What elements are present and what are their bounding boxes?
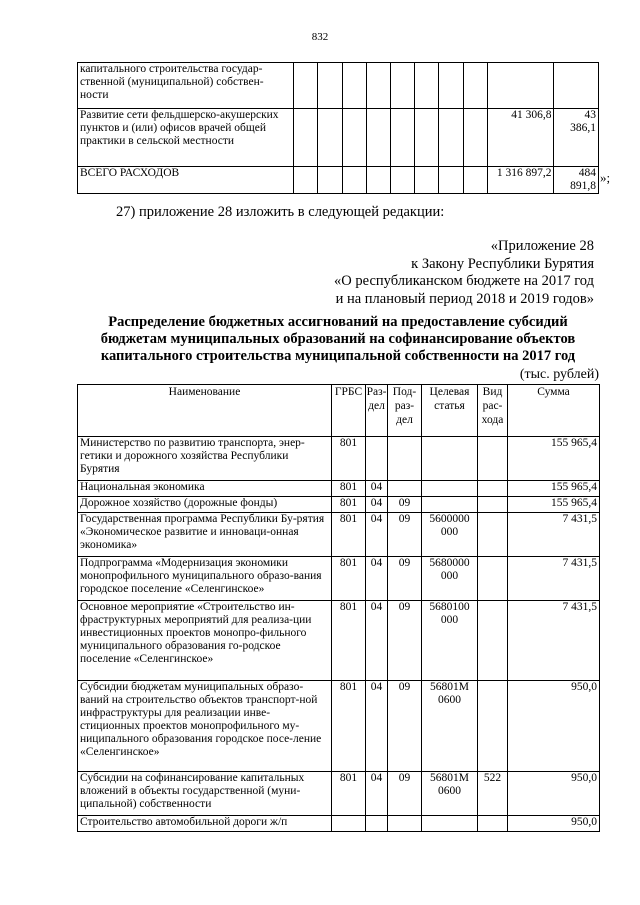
cell-target: 56801М 0600 [422, 681, 478, 772]
cell-razdel: 04 [366, 601, 388, 681]
cell-podrazdel: 09 [388, 513, 422, 557]
closing-quote: »; [600, 170, 611, 185]
cell-grbs: 801 [332, 681, 366, 772]
cell-sum: 7 431,5 [508, 513, 600, 557]
table-row [78, 437, 600, 481]
cell-name: Основное мероприятие «Строительство ин-фраструктурных мероприятий для реализа-ции инвестиционных проектов монопро-фильного муниципального образования го-родское поселение «Селенгинское» [78, 601, 332, 681]
cell-vid [478, 557, 508, 601]
cell-target: 5680100 000 [422, 601, 478, 681]
cell-grbs: 801 [332, 497, 366, 513]
cell-podrazdel: 09 [388, 772, 422, 816]
header-grbs: ГРБС [332, 385, 366, 437]
row-amount-2019 [554, 63, 599, 109]
cell-vid [478, 513, 508, 557]
cell-target [422, 481, 478, 497]
cell-sum: 7 431,5 [508, 601, 600, 681]
cell-target [422, 816, 478, 832]
cell-grbs: 801 [332, 601, 366, 681]
cell-target [422, 437, 478, 481]
appendix-header [334, 238, 594, 308]
cell-vid [478, 481, 508, 497]
header-podrazdel: Под-раз-дел [388, 385, 422, 437]
cell-vid [478, 816, 508, 832]
cell-razdel [366, 816, 388, 832]
appendix-line: «О республиканском бюджете на 2017 год [334, 273, 594, 289]
cell-vid: 522 [478, 772, 508, 816]
cell-razdel: 04 [366, 681, 388, 772]
row-amount-2018: 1 316 897,2 [487, 167, 554, 194]
units-label: (тыс. рублей) [519, 367, 599, 382]
cell-razdel: 04 [366, 513, 388, 557]
cell-grbs: 801 [332, 557, 366, 601]
cell-podrazdel: 09 [388, 601, 422, 681]
table-row [78, 167, 599, 194]
table-row [78, 772, 600, 816]
cell-vid [478, 681, 508, 772]
table-row [78, 497, 600, 513]
cell-razdel: 04 [366, 497, 388, 513]
document-title [77, 314, 599, 365]
cell-sum: 7 431,5 [508, 557, 600, 601]
cell-grbs: 801 [332, 513, 366, 557]
table-header-row [78, 385, 600, 437]
row-amount-2018 [487, 63, 554, 109]
cell-target: 56801М 0600 [422, 772, 478, 816]
row-amount-2019: 43 386,1 [554, 109, 599, 167]
cell-name: Подпрограмма «Модернизация экономики монопрофильного муниципального образо-вания городское поселение «Селенгинское» [78, 557, 332, 601]
appendix-line: к Закону Республики Бурятия [411, 255, 594, 272]
cell-podrazdel [388, 437, 422, 481]
row-name: Развитие сети фельдшерско-акушерских пунктов и (или) офисов врачей общей практики в сельской местности [78, 109, 294, 167]
table-row [78, 557, 600, 601]
table-row [78, 109, 599, 167]
cell-grbs: 801 [332, 437, 366, 481]
table-row [78, 681, 600, 772]
header-razdel: Раз-дел [366, 385, 388, 437]
title-line: Распределение бюджетных ассигнований на предоставление субсидий [108, 314, 568, 330]
cell-vid [478, 601, 508, 681]
appendix-line: «Приложение 28 [490, 238, 594, 254]
cell-vid [478, 437, 508, 481]
cell-sum: 950,0 [508, 772, 600, 816]
table-row [78, 513, 600, 557]
row-name: капитального строительства государ-ственной (муниципальной) собствен-ности [78, 63, 294, 109]
cell-target: 5680000 000 [422, 557, 478, 601]
row-name: ВСЕГО РАСХОДОВ [78, 167, 294, 194]
cell-sum: 155 965,4 [508, 481, 600, 497]
cell-podrazdel: 09 [388, 681, 422, 772]
cell-sum: 155 965,4 [508, 497, 600, 513]
row-amount-2018: 41 306,8 [487, 109, 554, 167]
budget-table [77, 384, 600, 832]
cell-razdel: 04 [366, 772, 388, 816]
header-vid: Вид рас-хода [478, 385, 508, 437]
table-row [78, 481, 600, 497]
cell-name: Национальная экономика [78, 481, 332, 497]
title-line: бюджетам муниципальных образований на софинансирование объектов [100, 331, 576, 347]
cell-podrazdel [388, 481, 422, 497]
cell-razdel: 04 [366, 557, 388, 601]
header-target: Целевая статья [422, 385, 478, 437]
table-row [78, 63, 599, 109]
table-row [78, 601, 600, 681]
cell-vid [478, 497, 508, 513]
cell-podrazdel: 09 [388, 557, 422, 601]
cell-name: Субсидии на софинансирование капитальных вложений в объекты государственной (муни-ципальной) собственности [78, 772, 332, 816]
cell-sum: 950,0 [508, 681, 600, 772]
cell-name: Дорожное хозяйство (дорожные фонды) [78, 497, 332, 513]
cell-name: Министерство по развитию транспорта, энер-гетики и дорожного хозяйства Республики Бурятия [78, 437, 332, 481]
cell-name: Государственная программа Республики Бу-рятия «Экономическое развитие и инноваци-онная экономика» [78, 513, 332, 557]
amendment-paragraph: 27) приложение 28 изложить в следующей редакции: [116, 204, 445, 220]
cell-target: 5600000 000 [422, 513, 478, 557]
page-number: 832 [311, 31, 329, 43]
table-row [78, 816, 600, 832]
cell-razdel: 04 [366, 481, 388, 497]
cell-grbs: 801 [332, 772, 366, 816]
top-table [77, 62, 599, 194]
row-amount-2019: 484 891,8 [554, 167, 599, 194]
cell-name: Строительство автомобильной дороги ж/п [78, 816, 332, 832]
cell-target [422, 497, 478, 513]
cell-grbs [332, 816, 366, 832]
header-sum: Сумма [508, 385, 600, 437]
appendix-line: и на плановый период 2018 и 2019 годов» [335, 290, 594, 307]
cell-name: Субсидии бюджетам муниципальных образо-ваний на строительство объектов транспорт-ной инфраструктуры для реализации инве-стиционных проектов монопрофильного му-ниципального образования городское посе-ление «Селенгинское» [78, 681, 332, 772]
cell-sum: 950,0 [508, 816, 600, 832]
title-line: капитального строительства муниципальной собственности на 2017 год [100, 348, 576, 364]
cell-grbs: 801 [332, 481, 366, 497]
cell-razdel [366, 437, 388, 481]
cell-sum: 155 965,4 [508, 437, 600, 481]
header-name: Наименование [78, 385, 332, 437]
cell-podrazdel [388, 816, 422, 832]
cell-podrazdel: 09 [388, 497, 422, 513]
